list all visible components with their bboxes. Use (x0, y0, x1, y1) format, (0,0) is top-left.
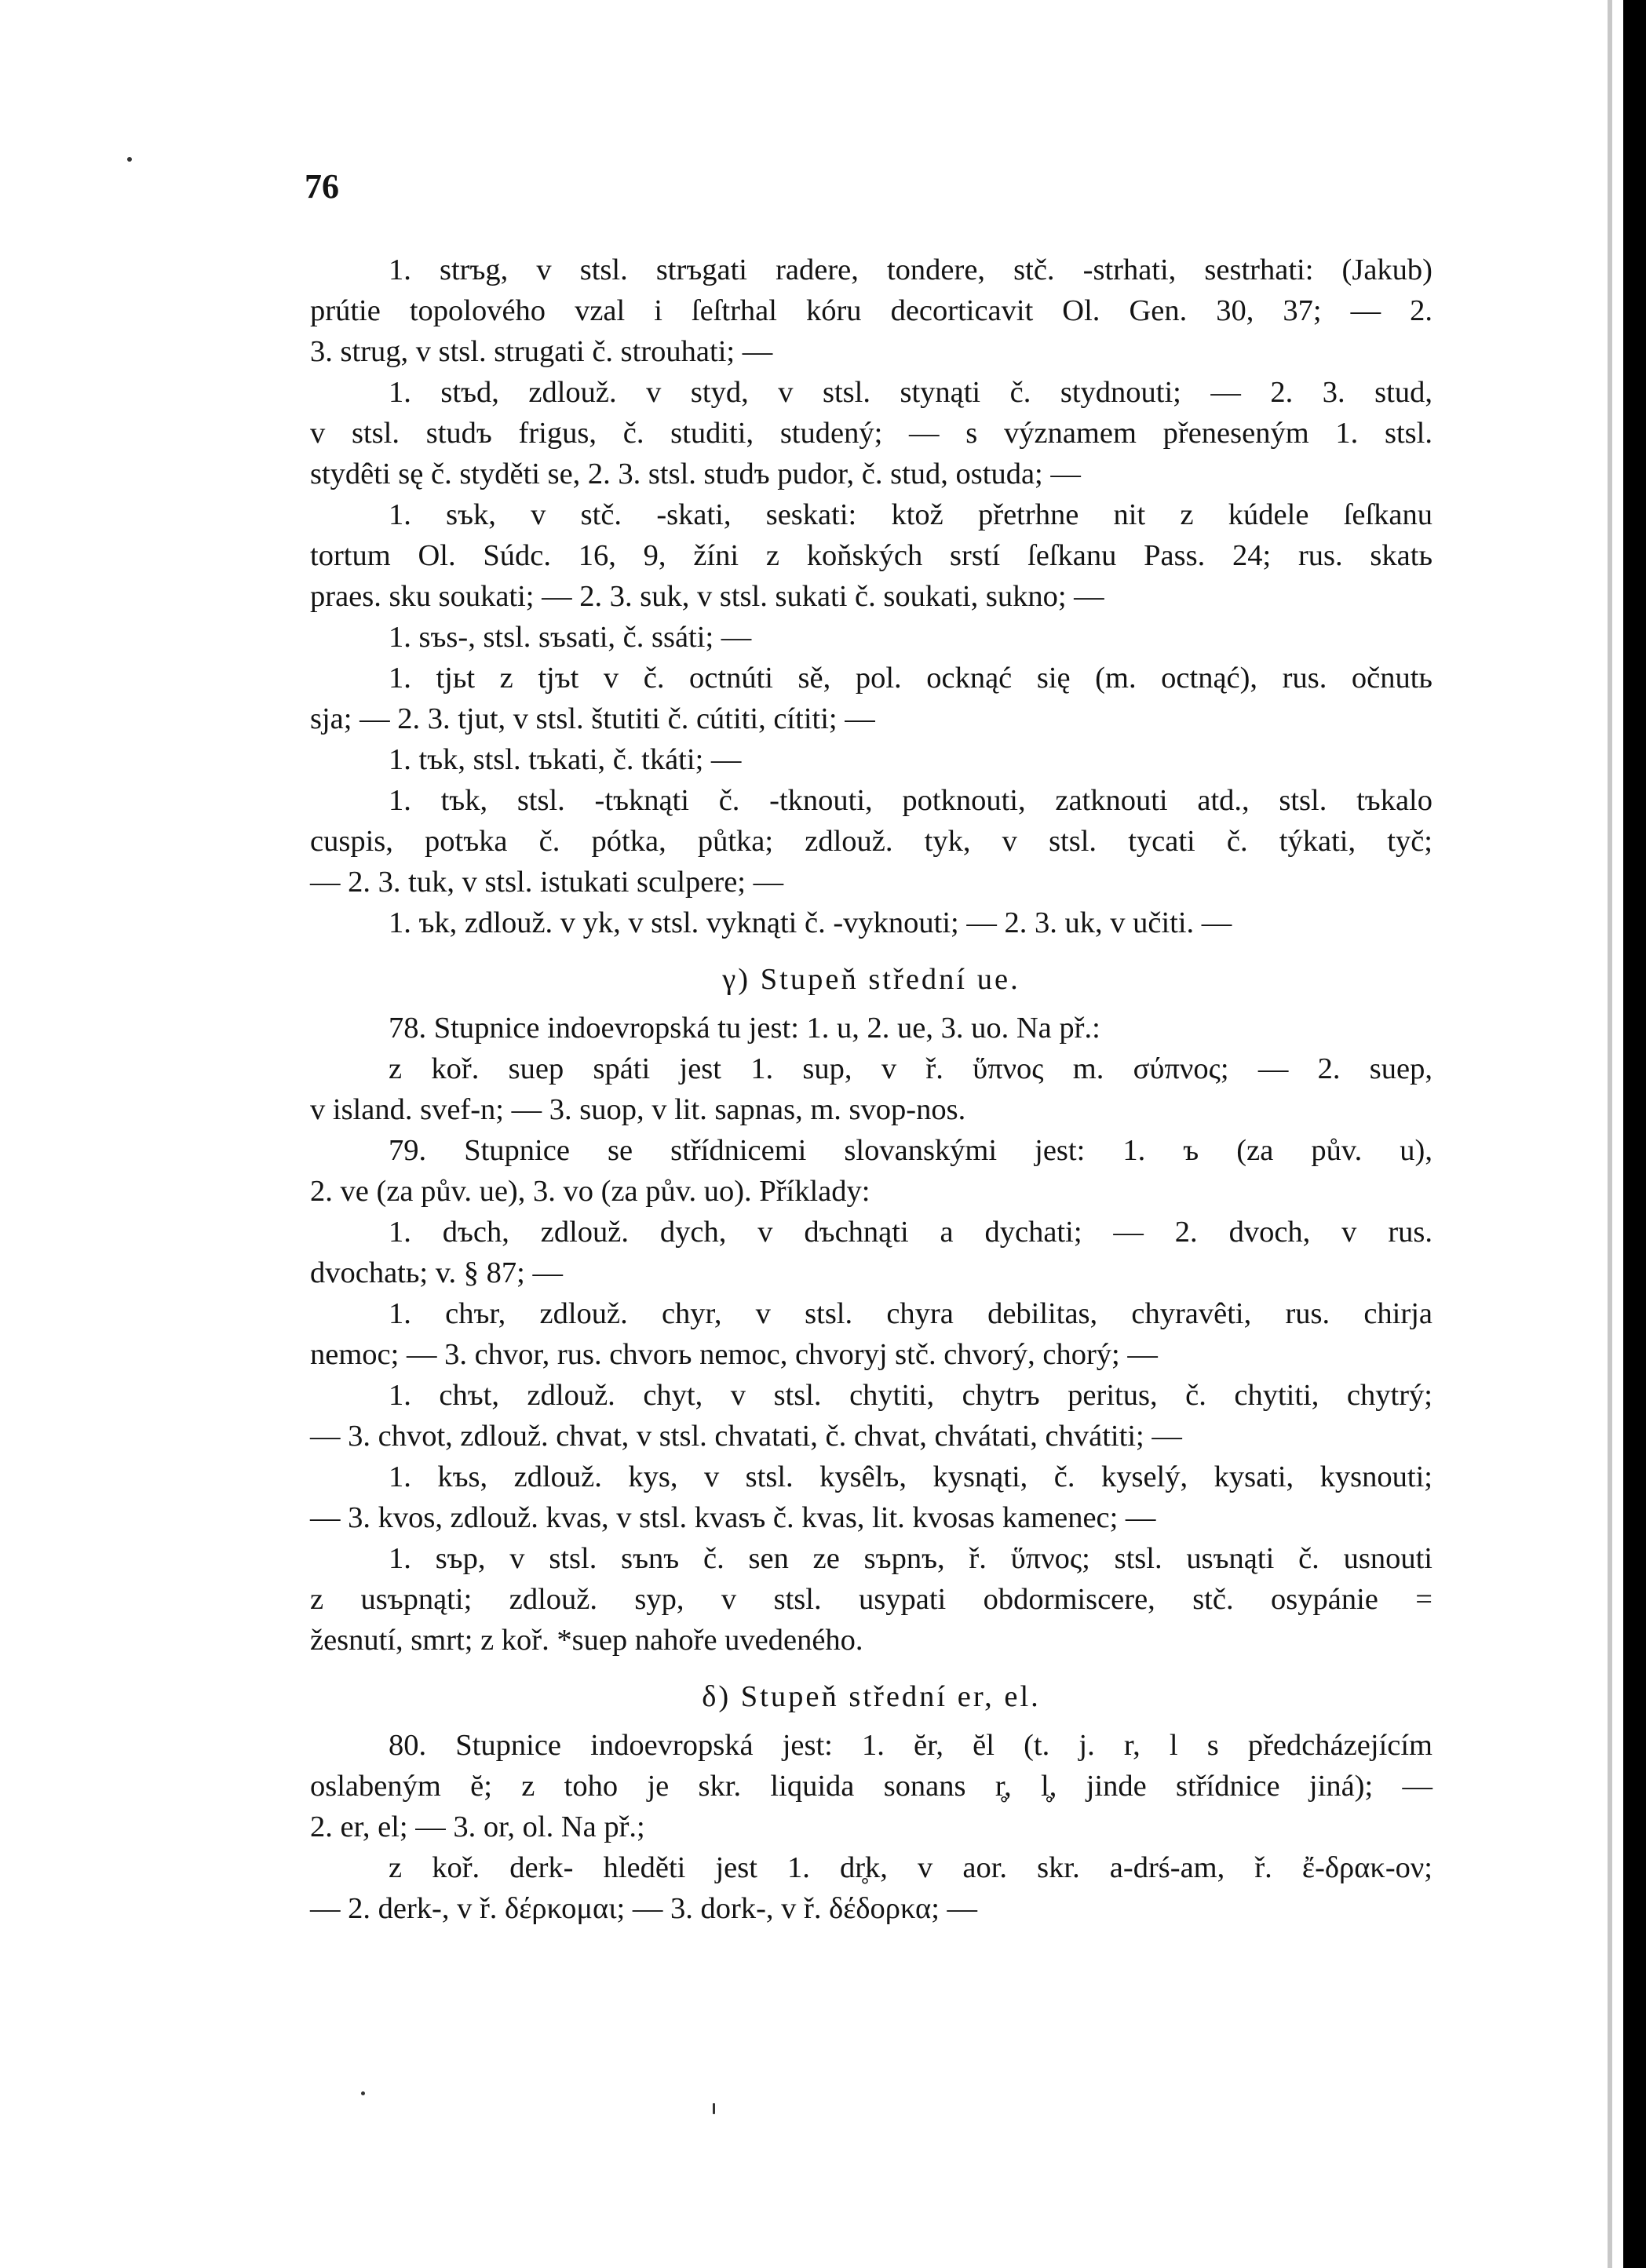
text-line: 80. Stupnice indoevropská jest: 1. ĕr, ĕl (t. j. r, l s předcházejícím (389, 1729, 1432, 1762)
text-line: žesnutí, smrt; z koř. *suep nahoře uvedeného. (310, 1624, 863, 1657)
text-line: — 3. kvos, zdlouž. kvas, v stsl. kvasъ č. kvas, lit. kvosas kamenec; — (310, 1501, 1156, 1534)
page-body (310, 250, 1432, 1929)
text-line: — 2. 3. tuk, v stsl. istukati sculpere; — (310, 866, 784, 899)
text-line: 1. strъg, v stsl. strъgati radere, tondere, stč. -strhati, sestrhati: (Jakub) (389, 253, 1432, 286)
scan-border (1623, 0, 1646, 2268)
text-line: 1. chъr, zdlouž. chyr, v stsl. chyra debilitas, chyravêti, rus. chirja (389, 1297, 1432, 1330)
page-number: 76 (305, 167, 339, 206)
section-heading: γ) Stupeň střední ue. (722, 963, 1020, 996)
text-line: — 3. chvot, zdlouž. chvat, v stsl. chvatati, č. chvat, chvátati, chvátiti; — (310, 1420, 1182, 1453)
section-heading: δ) Stupeň střední er, el. (702, 1680, 1041, 1713)
text-line: 1. tъk, stsl. -tъknąti č. -tknouti, potknouti, zatknouti atd., stsl. tъkalo (389, 784, 1432, 817)
text-line: 1. dъch, zdlouž. dych, v dъchnąti a dychati; — 2. dvoch, v rus. (389, 1216, 1432, 1249)
text-line: 1. tъk, stsl. tъkati, č. tkáti; — (389, 743, 742, 776)
text-line: v stsl. studъ frigus, č. studiti, studený; — s významem přeneseným 1. stsl. (310, 417, 1432, 450)
text-line: 2. ve (za pův. ue), 3. vo (za pův. uo). Příklady: (310, 1175, 870, 1208)
text-line: 79. Stupnice se střídnicemi slovanskými jest: 1. ъ (za pův. u), (389, 1134, 1432, 1167)
text-line: 1. chъt, zdlouž. chyt, v stsl. chytiti, chytrъ peritus, č. chytiti, chytrý; (389, 1379, 1432, 1412)
scan-edge-shadow (1608, 0, 1612, 2268)
text-line: — 2. derk-, v ř. δέρκομαι; — 3. dork-, v ř. δέδορκα; — (310, 1892, 978, 1925)
text-line: stydêti sę č. styděti se, 2. 3. stsl. studъ pudor, č. stud, ostuda; — (310, 458, 1081, 490)
scan-speck (127, 157, 132, 162)
text-line: v island. svef-n; — 3. suop, v lit. sapnas, m. svop-nos. (310, 1093, 966, 1126)
text-line: nemoc; — 3. chvor, rus. chvorь nemoc, chvoryj stč. chvorý, chorý; — (310, 1338, 1158, 1371)
text-line: tortum Ol. Súdc. 16, 9, žíni z koňských srstí ſeſkanu Pass. 24; rus. skatь (310, 539, 1432, 572)
text-line: 78. Stupnice indoevropská tu jest: 1. u, 2. ue, 3. uo. Na př.: (389, 1012, 1100, 1045)
text-line: z koř. suep spáti jest 1. sup, v ř. ὕπνος m. σύπνος; — 2. suep, (389, 1052, 1432, 1085)
text-line: praes. sku soukati; — 2. 3. suk, v stsl. sukati č. soukati, sukno; — (310, 580, 1104, 613)
text-line: z koř. derk- hleděti jest 1. dr̥k, v aor. skr. a-drś-am, ř. ἔ-δρακ-ον; (389, 1851, 1432, 1884)
text-line: 3. strug, v stsl. strugati č. strouhati; — (310, 335, 773, 368)
text-line: dvochatь; v. § 87; — (310, 1256, 563, 1289)
text-line: sja; — 2. 3. tjut, v stsl. štutiti č. cútiti, cítiti; — (310, 702, 875, 735)
text-line: 1. sъp, v stsl. sъnъ č. sen ze sъpnъ, ř. ὕπνος; stsl. usъnąti č. usnouti (389, 1542, 1432, 1575)
text-line: prútie topolového vzal i ſeſtrhal kóru decorticavit Ol. Gen. 30, 37; — 2. (310, 294, 1432, 327)
text-line: 1. sъs-, stsl. sъsati, č. ssáti; — (389, 621, 752, 654)
text-line: 1. stъd, zdlouž. v styd, v stsl. stynąti č. stydnouti; — 2. 3. stud, (389, 376, 1432, 409)
text-line: cuspis, potъka č. pótka, půtka; zdlouž. tyk, v stsl. tycati č. týkati, tyč; (310, 825, 1432, 858)
text-line: z usъpnąti; zdlouž. syp, v stsl. usypati obdormiscere, stč. osypánie = (310, 1583, 1432, 1616)
text-line: 2. er, el; — 3. or, ol. Na př.; (310, 1810, 645, 1843)
text-line: oslabeným ĕ; z toho je skr. liquida sonans r̥, l̥, jinde střídnice jiná); — (310, 1770, 1432, 1803)
text-line: 1. sъk, v stč. -skati, seskati: ktož přetrhne nit z kúdele ſeſkanu (389, 498, 1432, 531)
scan-speck (361, 2091, 365, 2095)
text-line: 1. kъs, zdlouž. kys, v stsl. kysêlъ, kysnąti, č. kyselý, kysati, kysnouti; (389, 1460, 1432, 1493)
text-line: 1. tjьt z tjъt v č. octnúti sě, pol. ocknąć się (m. octnąć), rus. očnutь (389, 662, 1432, 695)
text-line: 1. ъk, zdlouž. v yk, v stsl. vyknąti č. -vyknouti; — 2. 3. uk, v učiti. — (389, 906, 1232, 939)
scan-speck (713, 2103, 715, 2114)
